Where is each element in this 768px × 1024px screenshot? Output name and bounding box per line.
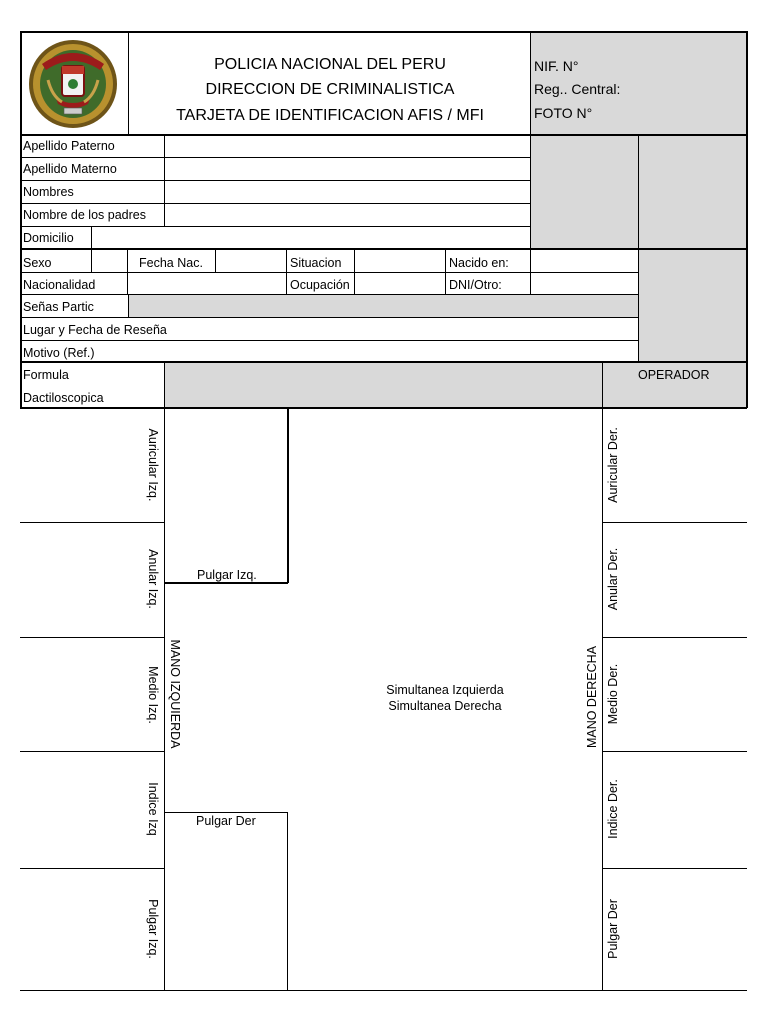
nombres-label: Nombres bbox=[23, 185, 74, 199]
print-box-pulgar-izq[interactable] bbox=[21, 869, 164, 990]
domicilio-input[interactable] bbox=[92, 228, 530, 248]
foto-label: FOTO N° bbox=[534, 105, 593, 121]
print-box-auricular-izq[interactable] bbox=[21, 409, 164, 522]
domicilio-label: Domicilio bbox=[23, 231, 74, 245]
nombres-input[interactable] bbox=[165, 182, 530, 203]
nacido-en-label: Nacido en: bbox=[449, 256, 509, 270]
photo-area-left bbox=[531, 136, 638, 248]
indice-izq-label: Indice Izq bbox=[146, 782, 160, 836]
print-box-pulgar-der[interactable] bbox=[603, 869, 746, 990]
senas-field-value[interactable] bbox=[129, 295, 638, 317]
senas-label: Señas Partic bbox=[23, 300, 94, 314]
medio-izq-label: Medio Izq. bbox=[146, 666, 160, 724]
form-title-line1: POLICIA NACIONAL DEL PERU bbox=[214, 56, 446, 73]
police-emblem-logo bbox=[26, 36, 120, 130]
print-box-indice-izq[interactable] bbox=[21, 752, 164, 868]
dni-label: DNI/Otro: bbox=[449, 278, 502, 292]
nif-label: NIF. N° bbox=[534, 58, 579, 74]
nacionalidad-label: Nacionalidad bbox=[23, 278, 96, 292]
indice-der-label: Indice Der. bbox=[606, 779, 620, 839]
reg-central-label: Reg.. Central: bbox=[534, 81, 621, 97]
print-box-medio-der[interactable] bbox=[603, 638, 746, 751]
print-box-auricular-der[interactable] bbox=[603, 409, 746, 522]
mano-derecha-label: MANO DERECHA bbox=[585, 645, 599, 749]
nombre-padres-input[interactable] bbox=[165, 205, 530, 226]
auricular-izq-label: Auricular Izq. bbox=[146, 428, 160, 502]
apellido-paterno-label: Apellido Paterno bbox=[23, 139, 115, 153]
pulgar-der-box-label: Pulgar Der bbox=[196, 814, 256, 828]
simultanea-izquierda-label: Simultanea Izquierda bbox=[386, 683, 504, 697]
formula-label-line1: Formula bbox=[23, 368, 69, 382]
situacion-label: Situacion bbox=[290, 256, 342, 270]
print-box-anular-der[interactable] bbox=[603, 523, 746, 637]
print-box-indice-der[interactable] bbox=[603, 752, 746, 868]
auricular-der-label: Auricular Der. bbox=[606, 427, 620, 503]
anular-der-label: Anular Der. bbox=[606, 547, 620, 611]
formula-field-value[interactable] bbox=[165, 362, 602, 408]
pulgar-izq-side-label: Pulgar Izq. bbox=[146, 899, 160, 959]
motivo-label: Motivo (Ref.) bbox=[23, 346, 95, 360]
apellido-materno-input[interactable] bbox=[165, 159, 530, 180]
print-box-medio-izq[interactable] bbox=[21, 638, 164, 751]
pulgar-der-side-label: Pulgar Der bbox=[606, 899, 620, 959]
anular-izq-label: Anular Izq. bbox=[146, 549, 160, 609]
formula-label-line2: Dactiloscopica bbox=[23, 391, 104, 405]
form-title-line2: DIRECCION DE CRIMINALISTICA bbox=[205, 81, 455, 98]
pulgar-izq-box-label: Pulgar Izq. bbox=[197, 568, 257, 582]
ocupacion-label: Ocupación bbox=[290, 278, 350, 292]
nombre-padres-label: Nombre de los padres bbox=[23, 208, 146, 222]
fecha-nac-label: Fecha Nac. bbox=[139, 256, 203, 270]
apellido-paterno-input[interactable] bbox=[165, 136, 530, 157]
mano-izquierda-label: MANO IZQUIERDA bbox=[168, 639, 182, 749]
apellido-materno-label: Apellido Materno bbox=[23, 162, 117, 176]
operador-label: OPERADOR bbox=[638, 368, 710, 382]
form-title-line3: TARJETA DE IDENTIFICACION AFIS / MFI bbox=[176, 107, 484, 124]
print-box-anular-izq[interactable] bbox=[21, 523, 164, 637]
simultanea-derecha-label: Simultanea Derecha bbox=[388, 699, 502, 713]
medio-der-label: Medio Der. bbox=[606, 663, 620, 725]
lugar-fecha-label: Lugar y Fecha de Reseña bbox=[23, 323, 167, 337]
sexo-label: Sexo bbox=[23, 256, 52, 270]
